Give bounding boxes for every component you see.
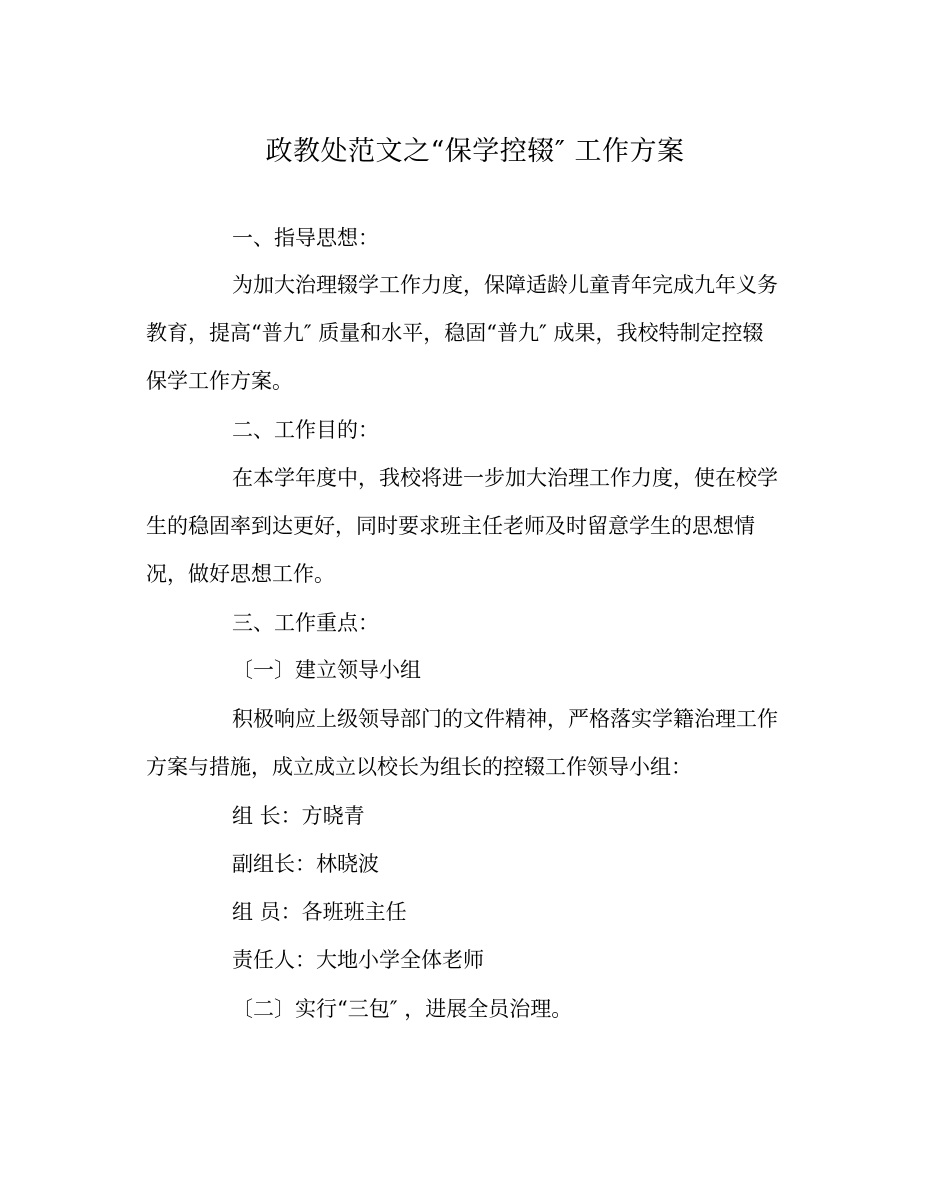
section-1-paragraph-line-3: 保学工作方案。 [146, 369, 293, 393]
section-1-paragraph-line-2: 教育，提高“普九″ 质量和水平，稳固“普九″ 成果，我校特制定控辍 [146, 321, 764, 345]
section-2-heading: 二、工作目的： [232, 418, 379, 442]
section-1-paragraph-line-1: 为加大治理辍学工作力度，保障适龄儿童青年完成九年义务 [232, 273, 778, 297]
subsection-1-paragraph-line-2: 方案与措施，成立成立以校长为组长的控辍工作领导小组： [146, 755, 692, 779]
section-3-heading: 三、工作重点： [232, 611, 379, 635]
member-responsible-person: 责任人：大地小学全体老师 [232, 948, 484, 972]
section-2-paragraph-line-2: 生的稳固率到达更好，同时要求班主任老师及时留意学生的思想情 [146, 514, 755, 538]
member-group-leader: 组 长：方晓青 [232, 804, 365, 828]
subsection-1-heading: 〔一〕建立领导小组 [232, 658, 421, 682]
section-2-paragraph-line-3: 况，做好思想工作。 [146, 562, 335, 586]
subsection-2-heading: 〔二〕实行“三包″ ，进展全员治理。 [232, 997, 573, 1021]
member-group-members: 组 员：各班班主任 [232, 900, 407, 924]
member-deputy-leader: 副组长：林晓波 [232, 852, 379, 876]
section-2-paragraph-line-1: 在本学年度中，我校将进一步加大治理工作力度，使在校学 [232, 466, 778, 490]
document-title: 政教处范文之“保学控辍″ 工作方案 [265, 136, 685, 167]
section-1-heading: 一、指导思想： [232, 226, 379, 250]
subsection-1-paragraph-line-1: 积极响应上级领导部门的文件精神，严格落实学籍治理工作 [232, 707, 778, 731]
